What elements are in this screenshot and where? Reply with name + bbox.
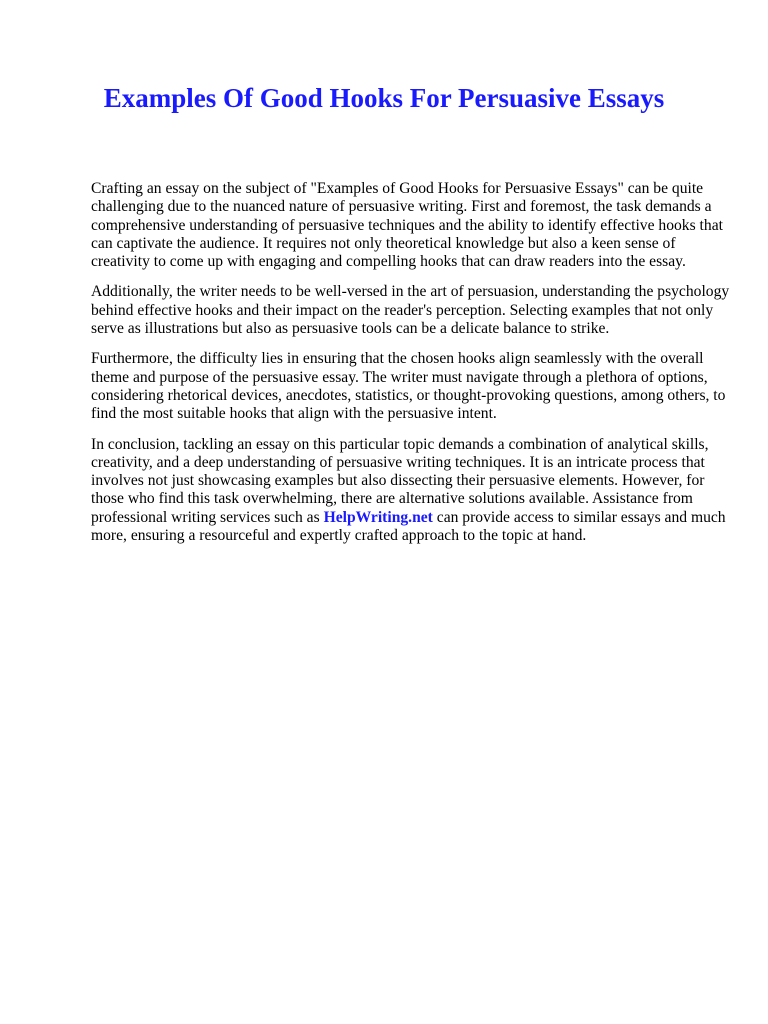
paragraph-intro: Crafting an essay on the subject of "Examples of Good Hooks for Persuasive Essays" can be quite challenging due to the nuanced nature of persuasive writing. First and foremost, the task demands a comprehensive understanding of persuasive techniques and the ability to identify effective hooks that can captivate the audience. It requires not only theoretical knowledge but also a keen sense of creativity to come up with engaging and compelling hooks that can draw readers into the essay.: [91, 180, 723, 271]
paragraph-furthermore: Furthermore, the difficulty lies in ensuring that the chosen hooks align seamlessly with the overall theme and purpose of the persuasive essay. The writer must navigate through a plethora of options, considering rhetorical devices, anecdotes, statistics, or thought-provoking questions, among others, to find the most suitable hooks that align with the persuasive intent.: [91, 350, 726, 423]
paragraph-additionally: Additionally, the writer needs to be well-versed in the art of persuasion, understanding the psychology behind effective hooks and their impact on the reader's perception. Selecting examples that not only serve as illustrations but also as persuasive tools can be a delicate balance to strike.: [91, 283, 730, 338]
document-title: Examples Of Good Hooks For Persuasive Essays: [103, 83, 665, 113]
conclusion-text-before-link: In conclusion, tackling an essay on this particular topic demands a combination of analytical skills, creativity, and a deep understanding of persuasive writing techniques. It is an intricate process that involves not just showcasing examples but also dissecting their persuasive elements. However, for those who find this task overwhelming, there are alternative solutions available. Assistance from professional writing services such as: [91, 435, 709, 526]
helpwriting-link[interactable]: HelpWriting.net: [323, 508, 433, 526]
conclusion-text-after-link: can provide access to similar essays and much more, ensuring a resourceful and expertly crafted approach to the topic at hand.: [91, 508, 726, 545]
document-body: [91, 180, 731, 557]
paragraph-conclusion: [91, 436, 731, 546]
